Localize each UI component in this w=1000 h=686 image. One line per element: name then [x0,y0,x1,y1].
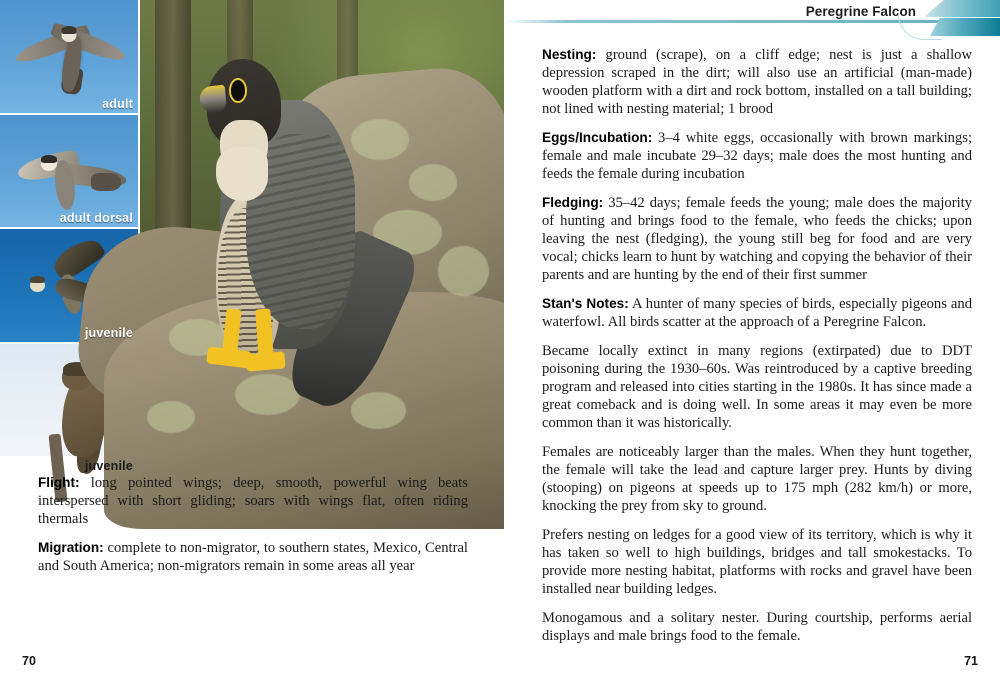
section-body: Monogamous and a solitary nester. During courtship, performs aerial displays and male brings food to the female. [542,610,972,645]
notes-paragraph-ledges [542,526,972,598]
page-number-left: 70 [22,654,36,668]
tail-shape [91,173,121,191]
section-label: Flight: [38,475,80,490]
lichen-patch [147,401,194,433]
page-number-right: 71 [964,654,978,668]
section-label: Stan's Notes: [542,296,629,312]
plate-caption: juvenile [84,459,133,473]
section-body: complete to non-migrator, to southern states, Mexico, Central and South America; non-migrators remain in some areas all year [38,540,468,575]
section-body: A hunter of many species of birds, especially pigeons and waterfowl. All birds scatter at the approach of a Peregrine Falcon. [542,296,972,331]
right-text-column [542,46,972,645]
left-text-column [38,474,468,575]
plate-caption: juvenile [84,325,133,340]
section-label: Eggs/Incubation: [542,130,653,146]
section-body: 3–4 white eggs, occasionally with brown markings; female and male incubate 29–32 days; male does the most hunting and feeds the female during incubation [542,130,972,183]
page-title: Peregrine Falcon [805,4,916,19]
notes-paragraph-ddt [542,342,972,432]
throat [216,147,268,201]
section-label: Migration: [38,540,104,556]
page-header [504,0,1000,34]
section-body: Prefers nesting on ledges for a good view of its territory, which is why it has taken so well to high buildings, bridges and tall smokestacks. To provide more nesting habitat, platforms with rocks and gravel have been installed near building ledges. [542,527,972,598]
main-photo [140,0,504,456]
plate-adult-dorsal [0,115,140,230]
notes-paragraph-females [542,443,972,515]
lichen-patch [351,392,406,428]
plate-adult-flight [0,0,140,115]
header-rule [504,20,956,23]
ribbon-swoosh-line [898,14,942,40]
illustration-plates [0,0,504,473]
section-body: Females are noticeably larger than the males. When they hunt together, the female will take the lead and capture larger prey. Hunts by diving (stooping) on pigeons at speeds up to 175 mph (282 km/h) or more, knocking the prey from sky to ground. [542,444,972,515]
peregrine-falcon-figure [198,59,416,396]
section-body: long pointed wings; deep, smooth, powerful wing beats interspersed with short gliding; soars with wings flat, often riding thermals [38,475,468,528]
hood-shape [30,276,45,283]
section-nesting [542,46,972,118]
plate-caption: adult dorsal [59,211,133,225]
section-body: ground (scrape), on a cliff edge; nest is just a shallow depression scraped in the dirt; will also use an artificial (man-made) wooden platform with a dirt and rock bottom, installed on a tall building; not lined with nesting material; 1 brood [542,47,972,118]
section-label: Fledging: [542,195,604,211]
section-body: 35–42 days; female feeds the young; male does the majority of hunting and brings food to the female, who feeds the chicks; upon leaving the nest (fledging), the young still beg for food and are very vocal; chicks learn to hunt by watching and copying the behavior of their parents and are hunting by the end of their first summer [542,195,972,284]
section-fledging [542,194,972,284]
foot [246,351,287,371]
section-eggs-incubation [542,129,972,183]
hood-shape [41,155,57,163]
section-flight [38,474,468,528]
right-page [504,0,1000,686]
section-body: Became locally extinct in many regions (extirpated) due to DDT poisoning during the 1930–60s. Was reintroduced by a captive breeding program and released into cities starting in the 1980s. It has since made a great comeback and is doing well. In some areas it may even be more common than it was historically. [542,343,972,432]
plate-caption: adult [102,96,133,111]
notes-paragraph-monogamous [542,609,972,645]
hood-shape [62,26,77,34]
section-label: Nesting: [542,47,597,62]
section-stans-notes [542,295,972,331]
section-migration [38,539,468,575]
